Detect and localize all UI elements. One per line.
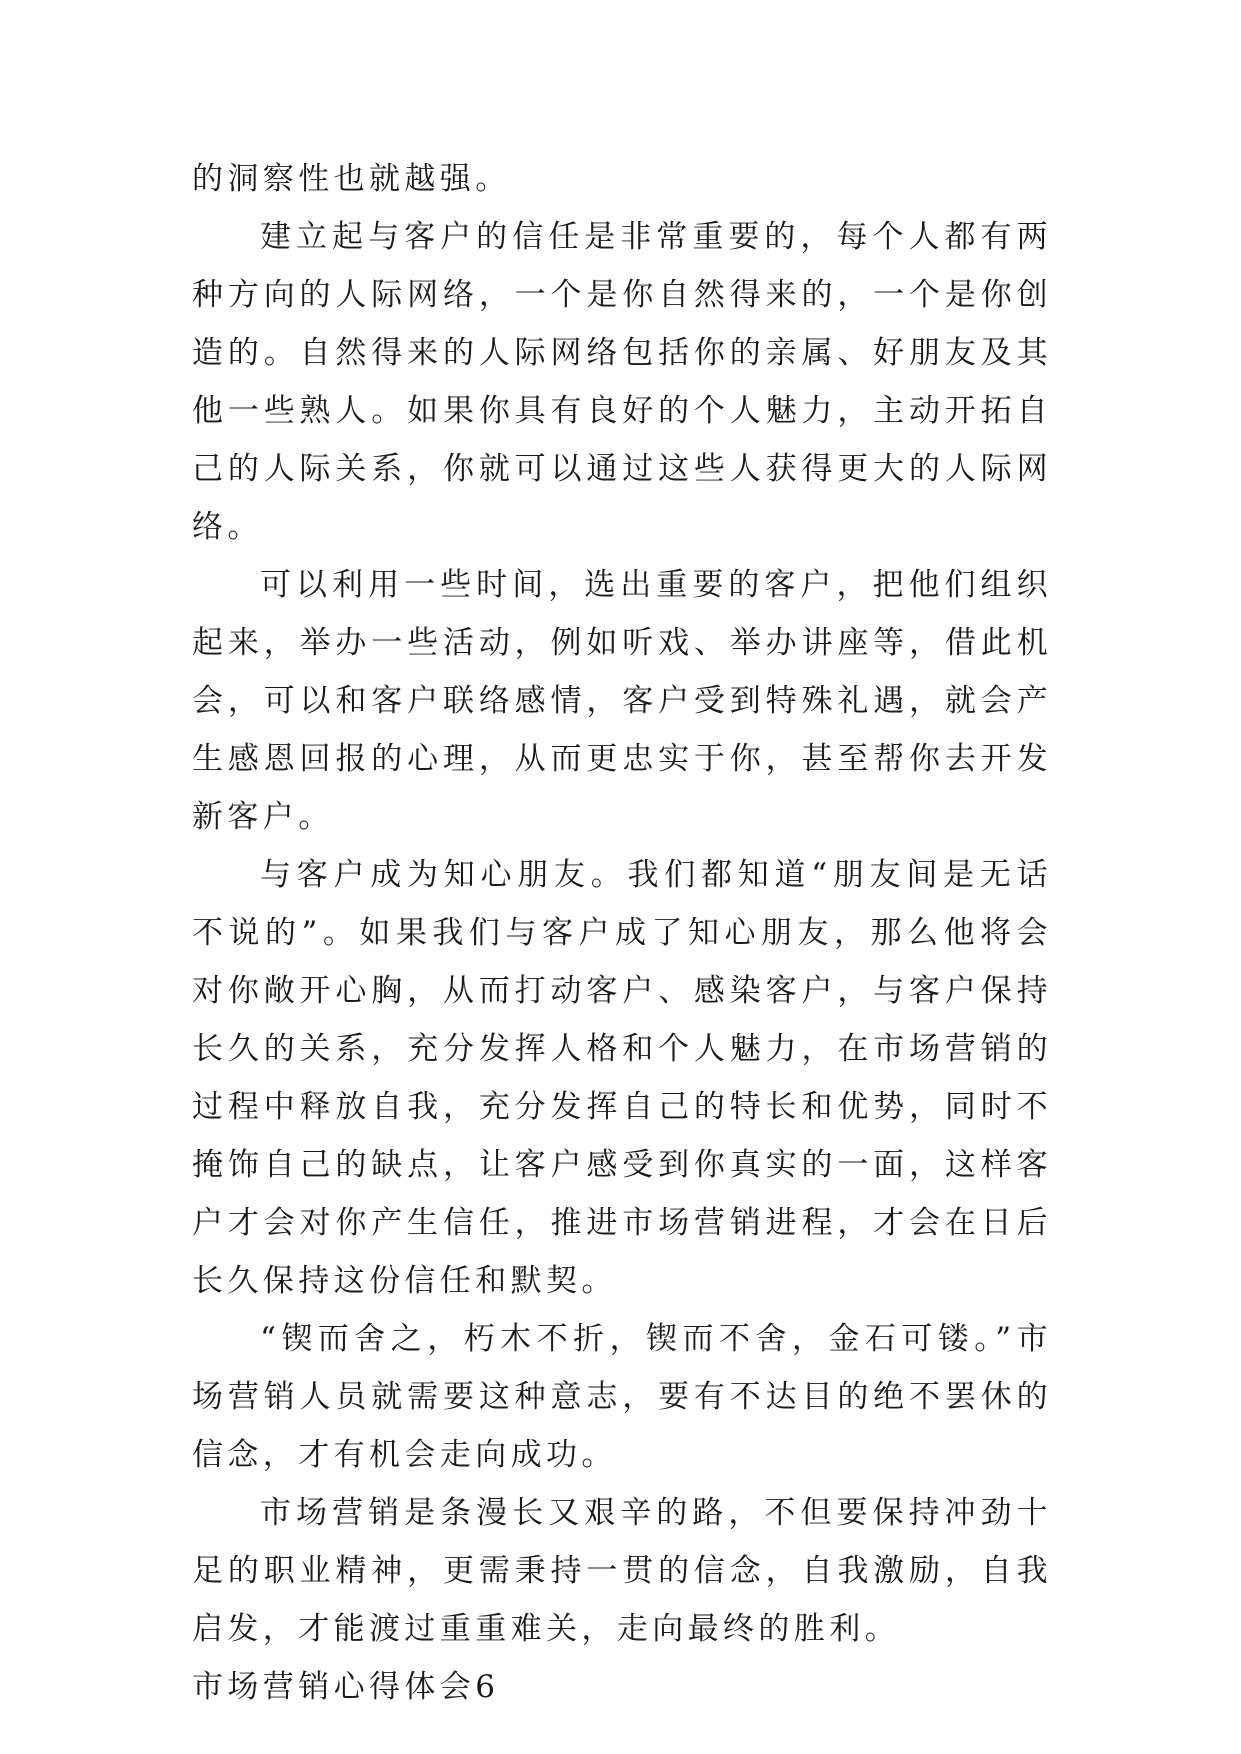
- paragraph-events: 可以利用一些时间，选出重要的客户，把他们组织起来，举办一些活动，例如听戏、举办讲座等，借此机会，可以和客户联络感情，客户受到特殊礼遇，就会产生感恩回报的心理，从而更忠实于你，甚至帮你去开发新客户。: [192, 567, 1052, 835]
- paragraph-continuation: 的洞察性也就越强。: [192, 161, 511, 197]
- section-heading: 市场营销心得体会6: [192, 1669, 500, 1705]
- paragraph-trust: 建立起与客户的信任是非常重要的，每个人都有两种方向的人际网络，一个是你自然得来的，一个是你创造的。自然得来的人际网络包括你的亲属、好朋友及其他一些熟人。如果你具有良好的个人魅力，主动开拓自己的人际关系，你就可以通过这些人获得更大的人际网络。: [192, 219, 1052, 545]
- paragraph-quote: “锲而舍之，朽木不折，锲而不舍，金石可镂。”市场营销人员就需要这种意志，要有不达目的绝不罢休的信念，才有机会走向成功。: [192, 1321, 1052, 1473]
- paragraph-friends: 与客户成为知心朋友。我们都知道“朋友间是无话不说的”。如果我们与客户成了知心朋友，那么他将会对你敞开心胸，从而打动客户、感染客户，与客户保持长久的关系，充分发挥人格和个人魅力，在市场营销的过程中释放自我，充分发挥自己的特长和优势，同时不掩饰自己的缺点，让客户感受到你真实的一面，这样客户才会对你产生信任，推进市场营销进程，才会在日后长久保持这份信任和默契。: [192, 857, 1052, 1299]
- body-text: [192, 150, 1052, 1716]
- paragraph-conclusion: 市场营销是条漫长又艰辛的路，不但要保持冲劲十足的职业精神，更需秉持一贯的信念，自我激励，自我启发，才能渡过重重难关，走向最终的胜利。: [192, 1495, 1052, 1647]
